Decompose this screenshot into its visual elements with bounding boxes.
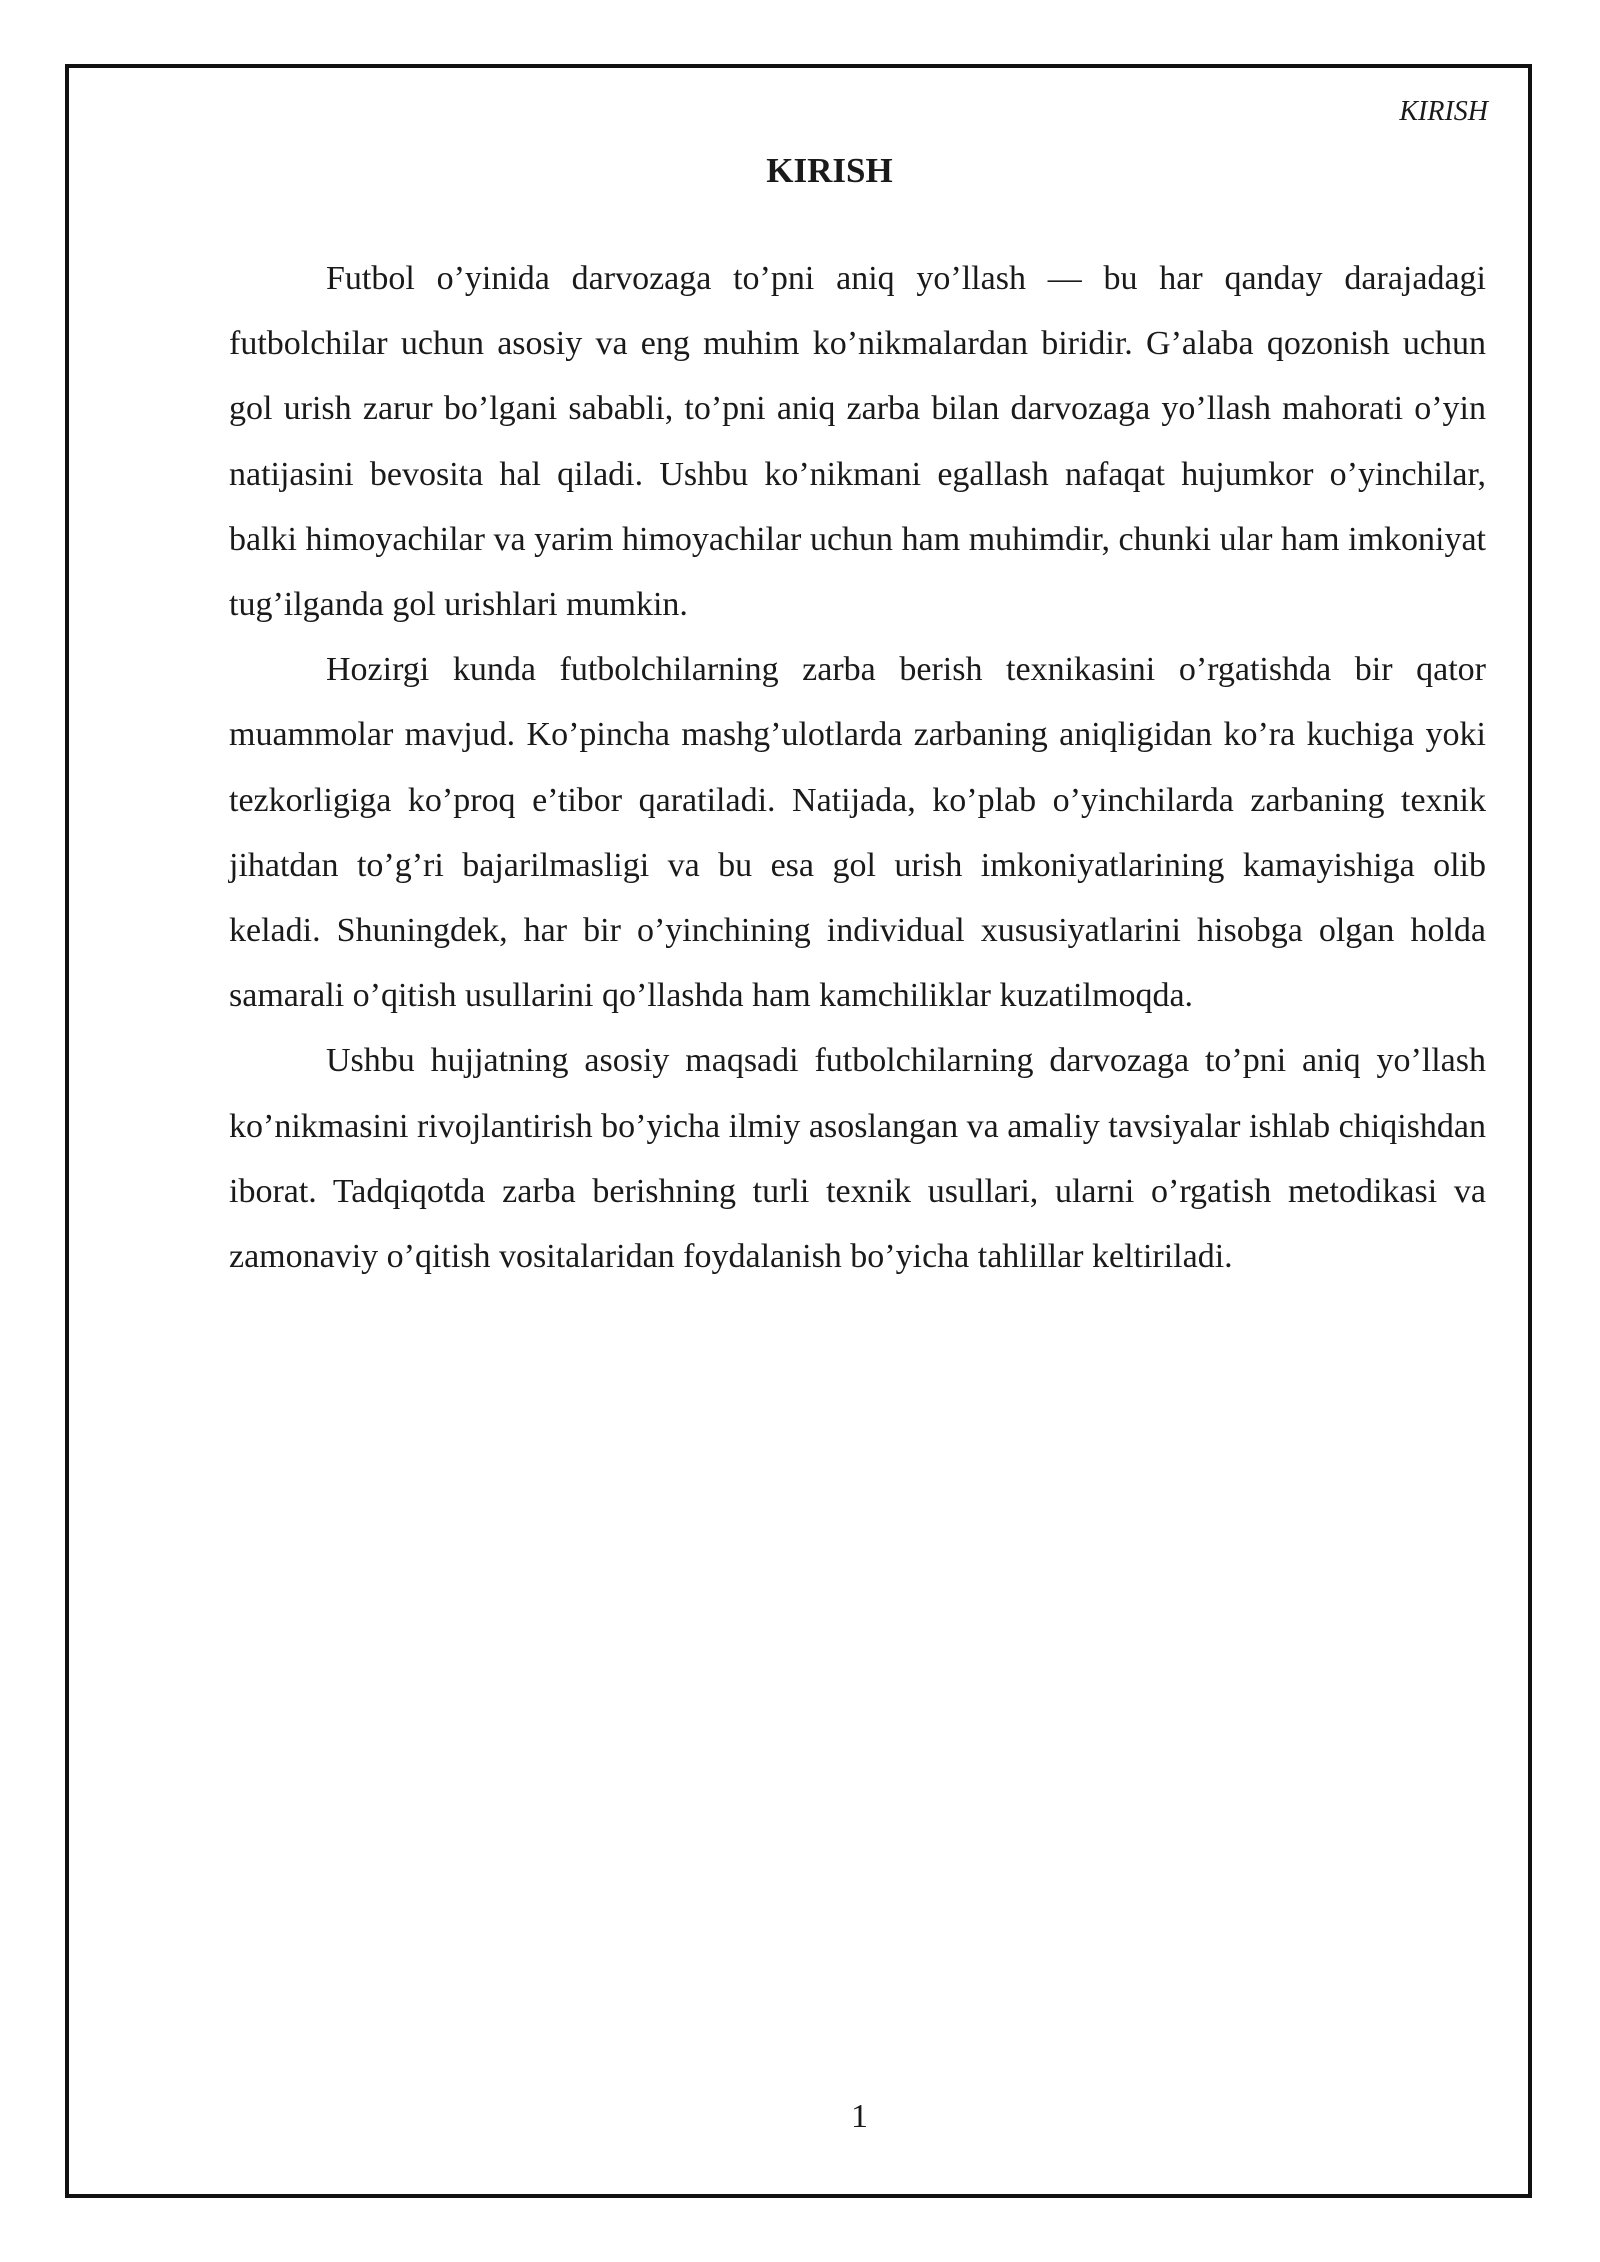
paragraph: Futbol o’yinida darvozaga to’pni aniq yo’llash — bu har qanday darajadagi futbolchilar uchun asosiy va eng muhim ko’nikmalardan biridir. G’alaba qozonish uchun gol urish zarur bo’lgani sababli, to’pni aniq zarba bilan darvozaga yo’llash mahorati o’yin natijasini bevosita hal qiladi. Ushbu ko’nikmani egallash nafaqat hujumkor o’yinchilar, balki himoyachilar va yarim himoyachilar uchun ham muhimdir, chunki ular ham imkoniyat tug’ilganda gol urishlari mumkin.	[229, 260, 1486, 624]
running-header: KIRISH	[1399, 96, 1488, 127]
paragraph: Ushbu hujjatning asosiy maqsadi futbolchilarning darvozaga to’pni aniq yo’llash ko’nikmasini rivojlantirish bo’yicha ilmiy asoslangan va amaliy tavsiyalar ishlab chiqishdan iborat. Tadqiqotda zarba berishning turli texnik usullari, ularni o’rgatish metodikasi va zamonaviy o’qitish vositalaridan foydalanish bo’yicha tahlillar keltiriladi.	[229, 1042, 1486, 1276]
body-text	[229, 246, 1486, 1289]
page-title: KIRISH	[766, 151, 893, 190]
paragraph: Hozirgi kunda futbolchilarning zarba berish texnikasini o’rgatishda bir qator muammolar mavjud. Ko’pincha mashg’ulotlarda zarbaning aniqligidan ko’ra kuchiga yoki tezkorligiga ko’proq e’tibor qaratiladi. Natijada, ko’plab o’yinchilarda zarbaning texnik jihatdan to’g’ri bajarilmasligi va bu esa gol urish imkoniyatlarining kamayishiga olib keladi. Shuningdek, har bir o’yinchining individual xususiyatlarini hisobga olgan holda samarali o’qitish usullarini qo’llashda ham kamchiliklar kuzatilmoqda.	[229, 651, 1486, 1015]
page-number: 1	[851, 2098, 868, 2135]
